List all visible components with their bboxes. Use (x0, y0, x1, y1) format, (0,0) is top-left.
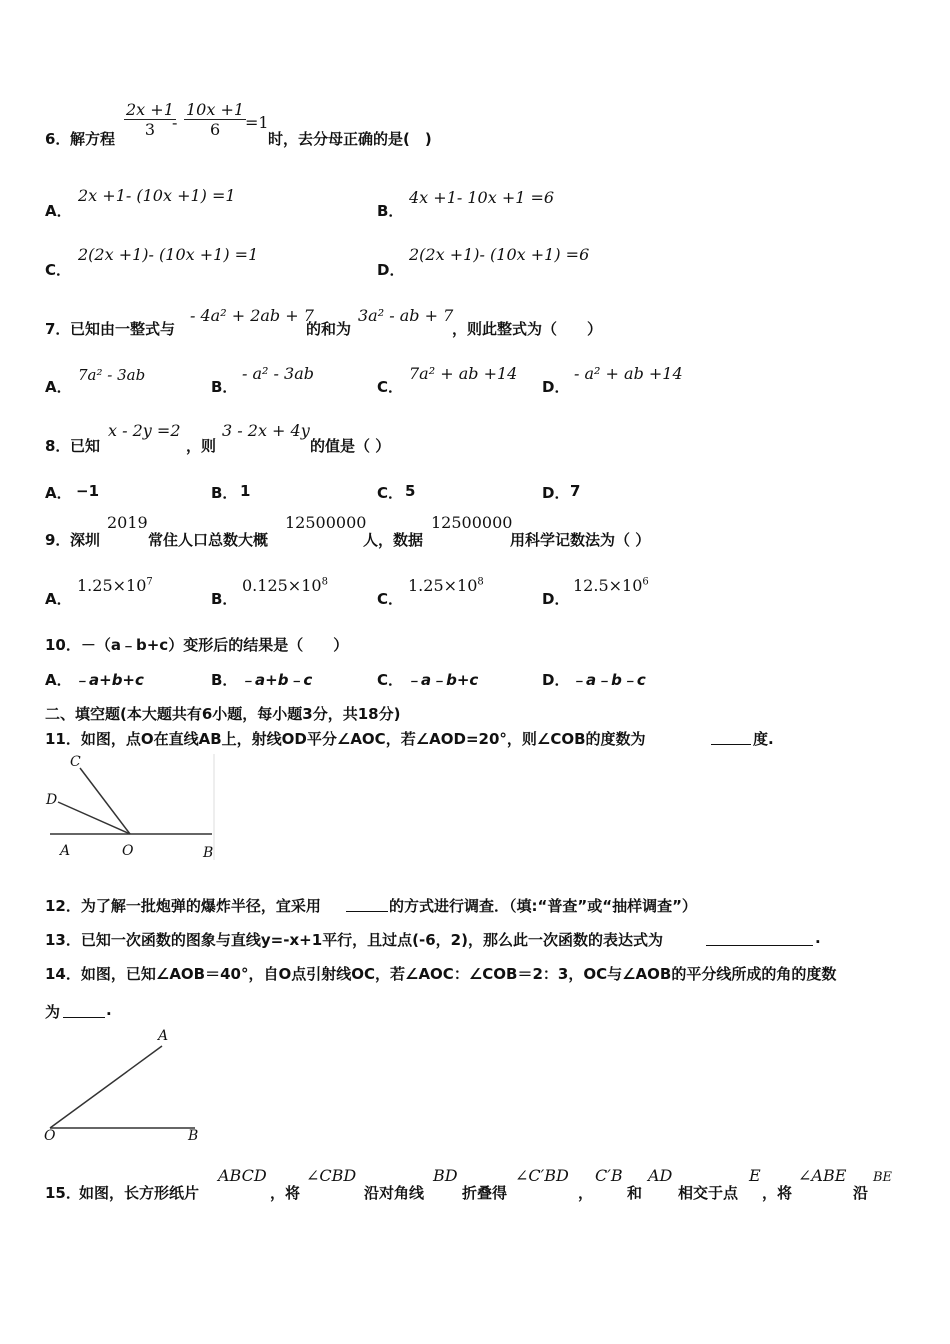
q10-opt-c-expr: ﹣a﹣b+c (406, 671, 479, 689)
q6-number: 6． (45, 130, 71, 148)
q6-minus: - (172, 113, 178, 132)
q7-opt-d-expr: - a² + ab +14 (574, 364, 683, 383)
q7-opt-a-expr: 7a² - 3ab (78, 366, 146, 384)
q9-text-3: 人，数据 (363, 531, 424, 549)
q10-opt-c-label: C． (377, 671, 404, 689)
q10-opt-b-expr: ﹣a+b﹣c (240, 671, 313, 689)
q11-label-o: O (122, 843, 134, 859)
q6-opt-b-label: B． (377, 202, 404, 220)
q11-answer-blank[interactable] (711, 744, 751, 745)
q15-text-8: ，将 (762, 1184, 793, 1202)
q8-text-1: 已知 (70, 437, 101, 455)
q10-stem: 10．－（a﹣b+c）变形后的结果是（ ） (45, 636, 349, 654)
q15-text-6: 和 (627, 1184, 643, 1202)
q7-opt-b-label: B． (211, 378, 238, 396)
q7-opt-c-expr: 7a² + ab +14 (409, 364, 518, 383)
q7-text-1: 已知由一整式与 (70, 320, 176, 338)
q14-figure (40, 1030, 205, 1142)
q6-frac1-num: 2x +1 (126, 100, 174, 119)
q14-label-o: O (44, 1128, 56, 1144)
q9-opt-c-base: 1.25×10 (408, 576, 478, 595)
q15-text-7: 相交于点 (678, 1184, 739, 1202)
q13-suffix: . (815, 929, 821, 947)
q9-number: 9． (45, 531, 71, 549)
q15-expr-6: AD (648, 1166, 673, 1185)
q15-expr-7: E (749, 1166, 761, 1185)
q8-number: 8． (45, 437, 71, 455)
q14-label-a: A (158, 1028, 169, 1044)
q11-stem: 11．如图，点O在直线AB上，射线OD平分∠AOC，若∠AOD=20°，则∠COB的度数为 (45, 730, 646, 748)
q7-opt-a-label: A． (45, 378, 72, 396)
q9-opt-a-exp: 7 (146, 576, 153, 588)
q9-opt-c-exp: 8 (477, 576, 484, 588)
section-2-heading: 二、填空题(本大题共有6小题，每小题3分，共18分) (45, 705, 401, 723)
ray-oc (80, 768, 130, 834)
q6-frac1-den: 3 (144, 120, 156, 139)
q12-suffix: 的方式进行调查．（填:“普查”或“抽样调查”） (389, 897, 697, 915)
q6-opt-a-label: A． (45, 202, 72, 220)
q15-text-5: ， (578, 1184, 594, 1202)
q15-expr-3: BD (433, 1166, 458, 1185)
q15-expr-5: C′B (595, 1166, 623, 1185)
q9-opt-d-base: 12.5×10 (573, 576, 643, 595)
q9-opt-b-exp: 8 (321, 576, 328, 588)
q8-opt-d-label: D． (542, 484, 570, 502)
q7-expr-2: 3a² - ab + 7 (358, 306, 454, 325)
q15-expr-2: ∠CBD (306, 1166, 357, 1185)
q8-opt-a-value: −1 (76, 482, 100, 500)
q10-opt-a-expr: ﹣a+b+c (74, 671, 144, 689)
q11-label-a: A (60, 843, 71, 859)
q14-answer-blank[interactable] (63, 1017, 105, 1018)
q8-expr-1: x - 2y =2 (108, 421, 181, 440)
q15-text-9: 沿 (853, 1184, 869, 1202)
q15-expr-4: ∠C′BD (515, 1166, 569, 1185)
q15-text-3: 沿对角线 (364, 1184, 425, 1202)
q14-label-b: B (188, 1128, 199, 1144)
q8-text-2: ，则 (186, 437, 217, 455)
q7-opt-c-label: C． (377, 378, 404, 396)
q14-suffix: . (106, 1001, 112, 1019)
q9-expr-1: 2019 (107, 513, 148, 532)
q6-opt-d-label: D． (377, 261, 405, 279)
q6-frac2-den: 6 (209, 120, 221, 139)
q8-text-3: 的值是（ ） (310, 437, 391, 455)
ray-od (58, 802, 130, 834)
q9-opt-b-label: B． (211, 590, 238, 608)
q9-opt-d-expr (573, 576, 649, 595)
q9-opt-b-expr (242, 576, 328, 595)
q12-answer-blank[interactable] (346, 911, 388, 912)
ray-oa (50, 1046, 162, 1128)
q11-label-b: B (203, 845, 214, 861)
q6-fraction-1 (124, 100, 176, 139)
q9-opt-a-expr (77, 576, 153, 595)
q7-number: 7． (45, 320, 71, 338)
q15-text-4: 折叠得 (462, 1184, 508, 1202)
q8-opt-c-label: C． (377, 484, 404, 502)
q9-text-2: 常住人口总数大概 (148, 531, 269, 549)
q6-opt-c-label: C． (45, 261, 72, 279)
q9-opt-a-base: 1.25×10 (77, 576, 147, 595)
q6-suffix: 时，去分母正确的是( ) (268, 130, 432, 148)
q11-label-d: D (46, 792, 58, 808)
q8-opt-b-label: B． (211, 484, 238, 502)
q15-text-1: 如图，长方形纸片 (79, 1184, 200, 1202)
q15-expr-9: BE (873, 1170, 893, 1185)
q8-opt-c-value: 5 (405, 482, 416, 500)
q15-expr-1: ABCD (218, 1166, 267, 1185)
q9-opt-a-label: A． (45, 590, 72, 608)
q13-answer-blank[interactable] (706, 945, 813, 946)
q15-text-2: ，将 (270, 1184, 301, 1202)
q8-opt-b-value: 1 (240, 482, 251, 500)
q13-stem: 13．已知一次函数的图象与直线y=-x+1平行，且过点(-6，2)，那么此一次函数的表达式为 (45, 931, 663, 949)
q6-opt-a-expr: 2x +1- (10x +1) =1 (78, 186, 236, 205)
q9-text-1: 深圳 (70, 531, 101, 549)
q11-suffix: 度. (753, 730, 774, 748)
q15-expr-8: ∠ABE (798, 1166, 847, 1185)
q10-opt-a-label: A． (45, 671, 72, 689)
q14-line-2: 为 (45, 1003, 61, 1021)
q14-line-1: 14．如图，已知∠AOB＝40°，自O点引射线OC，若∠AOC：∠COB＝2：3，OC与∠AOB的平分线所成的角的度数 (45, 965, 837, 983)
q6-opt-b-expr: 4x +1- 10x +1 =6 (409, 188, 555, 207)
q8-opt-a-label: A． (45, 484, 72, 502)
q6-equals: =1 (245, 113, 269, 132)
q7-opt-b-expr: - a² - 3ab (242, 364, 314, 383)
q7-text-2: 的和为 (306, 320, 352, 338)
q9-opt-b-base: 0.125×10 (242, 576, 322, 595)
q9-expr-2: 12500000 (285, 513, 367, 532)
q6-prefix: 解方程 (70, 130, 116, 148)
q9-opt-d-exp: 6 (642, 576, 649, 588)
q9-opt-c-label: C． (377, 590, 404, 608)
q6-opt-c-expr: 2(2x +1)- (10x +1) =1 (78, 245, 259, 264)
q7-text-3: ，则此整式为（ ） (452, 320, 603, 338)
q9-expr-3: 12500000 (431, 513, 513, 532)
q11-label-c: C (70, 754, 81, 770)
q7-expr-1: - 4a² + 2ab + 7 (190, 306, 314, 325)
q9-text-4: 用科学记数法为（ ） (510, 531, 651, 549)
q9-opt-d-label: D． (542, 590, 570, 608)
q15-number: 15． (45, 1184, 81, 1202)
q8-opt-d-value: 7 (570, 482, 581, 500)
q10-opt-d-expr: ﹣a﹣b﹣c (571, 671, 646, 689)
q10-opt-b-label: B． (211, 671, 238, 689)
q6-fraction-2 (184, 100, 246, 139)
q10-opt-d-label: D． (542, 671, 570, 689)
q7-opt-d-label: D． (542, 378, 570, 396)
q12-stem: 12．为了解一批炮弹的爆炸半径，宜采用 (45, 897, 321, 915)
q6-opt-d-expr: 2(2x +1)- (10x +1) =6 (409, 245, 590, 264)
q8-expr-2: 3 - 2x + 4y (222, 421, 310, 440)
q6-frac2-num: 10x +1 (186, 100, 245, 119)
q9-opt-c-expr (408, 576, 484, 595)
